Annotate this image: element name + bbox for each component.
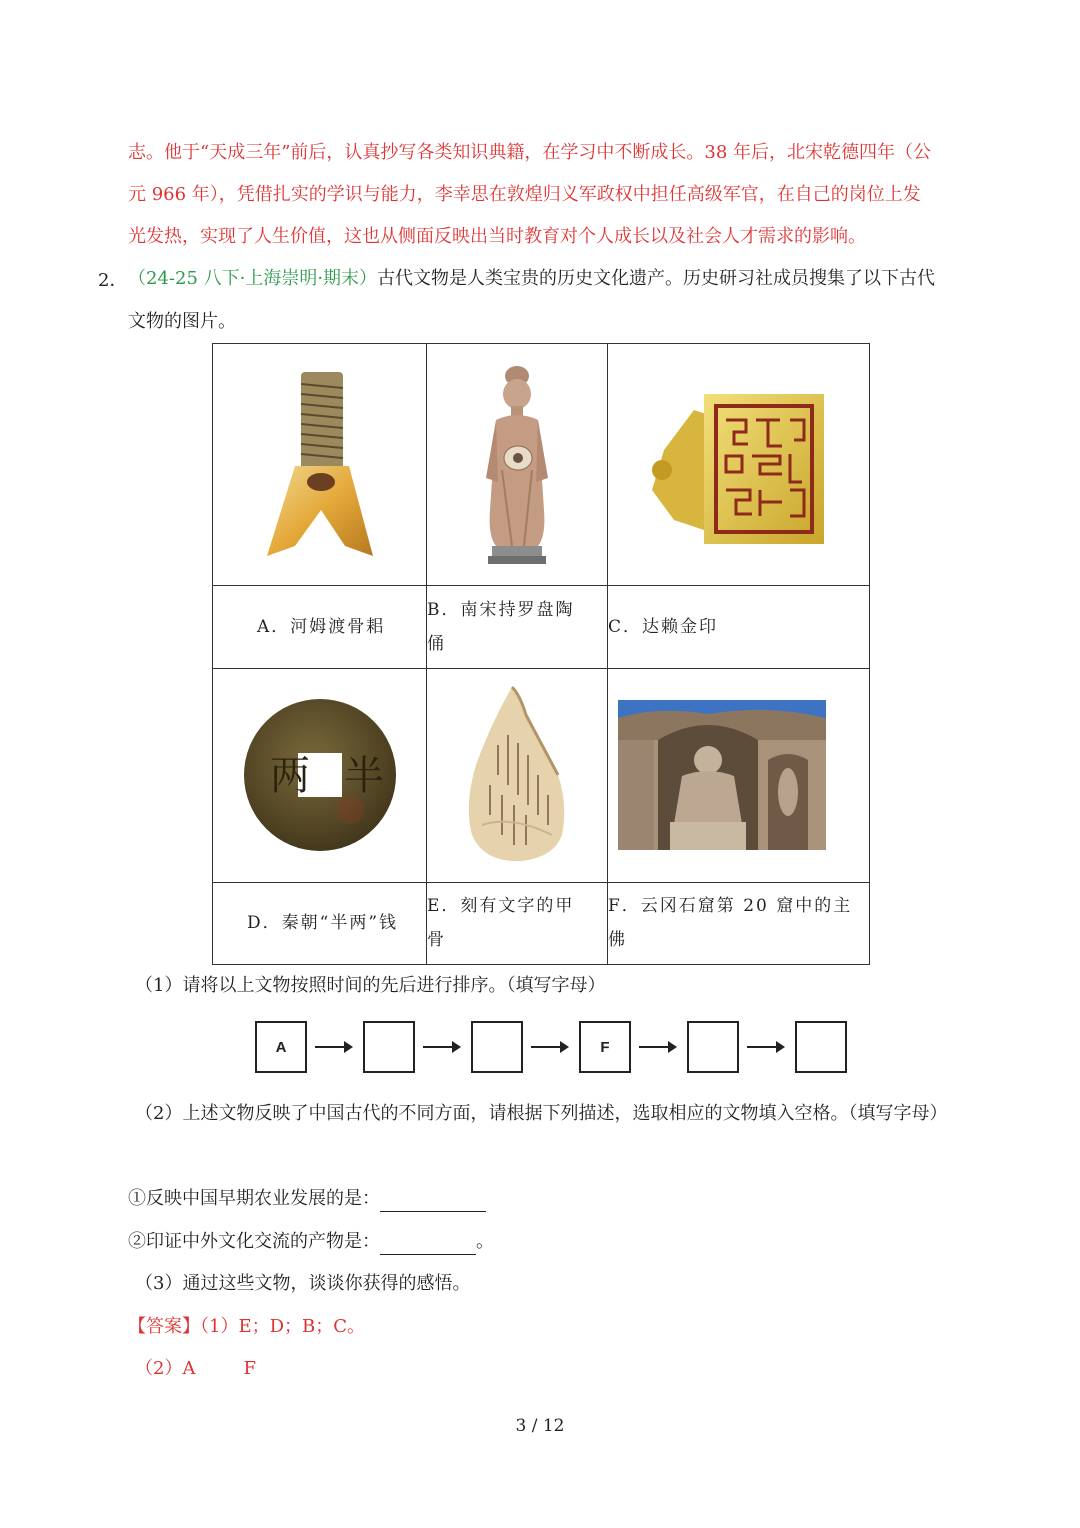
answer-part-2: （2）A: [135, 1358, 196, 1379]
coin-char-right: 半: [343, 753, 384, 800]
question-stem: [128, 266, 935, 292]
pottery-figurine-icon: [472, 360, 562, 570]
artifact-image-e: [427, 668, 608, 882]
coin-char-left: 两: [269, 753, 310, 800]
sub2-item-2-end: 。: [476, 1231, 494, 1252]
oracle-bone-icon: [462, 685, 572, 865]
sub2-item-2: [128, 1229, 494, 1255]
caption-f: [608, 882, 870, 964]
caption-e-line-1: E．刻有文字的甲: [427, 896, 575, 917]
caption-c-text: C．达赖金印: [608, 616, 719, 637]
golden-seal-icon: [644, 380, 834, 550]
sub2-item-1-text: ①反映中国早期农业发展的是：: [128, 1188, 380, 1209]
artifact-image-d: [213, 668, 427, 882]
sub1-prompt: （1）请将以上文物按照时间的先后进行排序。（填写字母）: [135, 975, 606, 996]
caption-e: [427, 882, 608, 964]
page-number: 3 / 12: [515, 1416, 565, 1436]
caption-e-line-2: 骨: [427, 930, 446, 951]
artifact-image-c: [608, 344, 870, 586]
answer-blank-2[interactable]: [380, 1234, 476, 1255]
arrow-icon: [315, 1046, 351, 1048]
yungang-buddha-icon: [618, 700, 826, 850]
artifact-image-a: [213, 344, 427, 586]
caption-a: [213, 586, 427, 668]
intro-line-1: 志。他于“天成三年”前后，认真抄写各类知识典籍，在学习中不断成长。38 年后，北宋乾德四年（公: [128, 142, 932, 163]
caption-b-line-1: B．南宋持罗盘陶: [427, 599, 575, 620]
arrow-icon: [639, 1046, 675, 1048]
bone-spade-icon: [265, 370, 375, 560]
caption-f-line-2: 佛: [608, 930, 627, 951]
question-source: （24-25 八下·上海崇明·期末）: [128, 268, 378, 289]
order-box-3[interactable]: [471, 1021, 523, 1073]
ordering-chain: [255, 1021, 855, 1075]
answer-part-2-second: F: [243, 1358, 256, 1379]
artifact-table: [212, 343, 870, 965]
order-box-4[interactable]: F: [579, 1021, 631, 1073]
answer-label: 【答案】: [128, 1316, 200, 1337]
sub2-prompt: （2）上述文物反映了中国古代的不同方面，请根据下列描述，选取相应的文物填入空格。（填写字母）: [135, 1103, 948, 1124]
order-box-1[interactable]: A: [255, 1021, 307, 1073]
artifact-image-f: [608, 668, 870, 882]
caption-f-line-1: F．云冈石窟第 20 窟中的主: [608, 896, 853, 917]
caption-c: [608, 586, 870, 668]
artifact-image-b: [427, 344, 608, 586]
answer-line-2: [135, 1356, 256, 1382]
caption-b-line-2: 俑: [427, 633, 446, 654]
question-stem-1: 古代文物是人类宝贵的历史文化遗产。历史研习社成员搜集了以下古代: [377, 268, 936, 289]
answer-blank-1[interactable]: [380, 1191, 486, 1212]
question-number: 2．: [98, 270, 128, 291]
caption-a-text: A．河姆渡骨耜: [257, 616, 386, 637]
arrow-icon: [423, 1046, 459, 1048]
intro-line-3: 光发热，实现了人生价值，这也从侧面反映出当时教育对个人成长以及社会人才需求的影响。: [128, 226, 866, 247]
arrow-icon: [747, 1046, 783, 1048]
arrow-icon: [531, 1046, 567, 1048]
sub3-prompt: （3）通过这些文物，谈谈你获得的感悟。: [135, 1273, 471, 1294]
sub2-item-2-text: ②印证中外文化交流的产物是：: [128, 1231, 380, 1252]
order-box-6[interactable]: [795, 1021, 847, 1073]
answer-line-1: [128, 1314, 365, 1340]
intro-line-2: 元 966 年），凭借扎实的学识与能力，李幸思在敦煌归义军政权中担任高级军官，在自己的岗位上发: [128, 184, 921, 205]
caption-b: [427, 586, 608, 668]
question-stem-2: 文物的图片。: [128, 311, 236, 332]
order-box-2[interactable]: [363, 1021, 415, 1073]
sub2-item-1: [128, 1186, 486, 1212]
caption-d: [213, 882, 427, 964]
answer-part-1: （1）E；D；B；C。: [200, 1316, 366, 1337]
order-box-5[interactable]: [687, 1021, 739, 1073]
caption-d-text: D．秦朝“半两”钱: [247, 913, 399, 934]
ban-liang-coin-icon: [240, 695, 400, 855]
